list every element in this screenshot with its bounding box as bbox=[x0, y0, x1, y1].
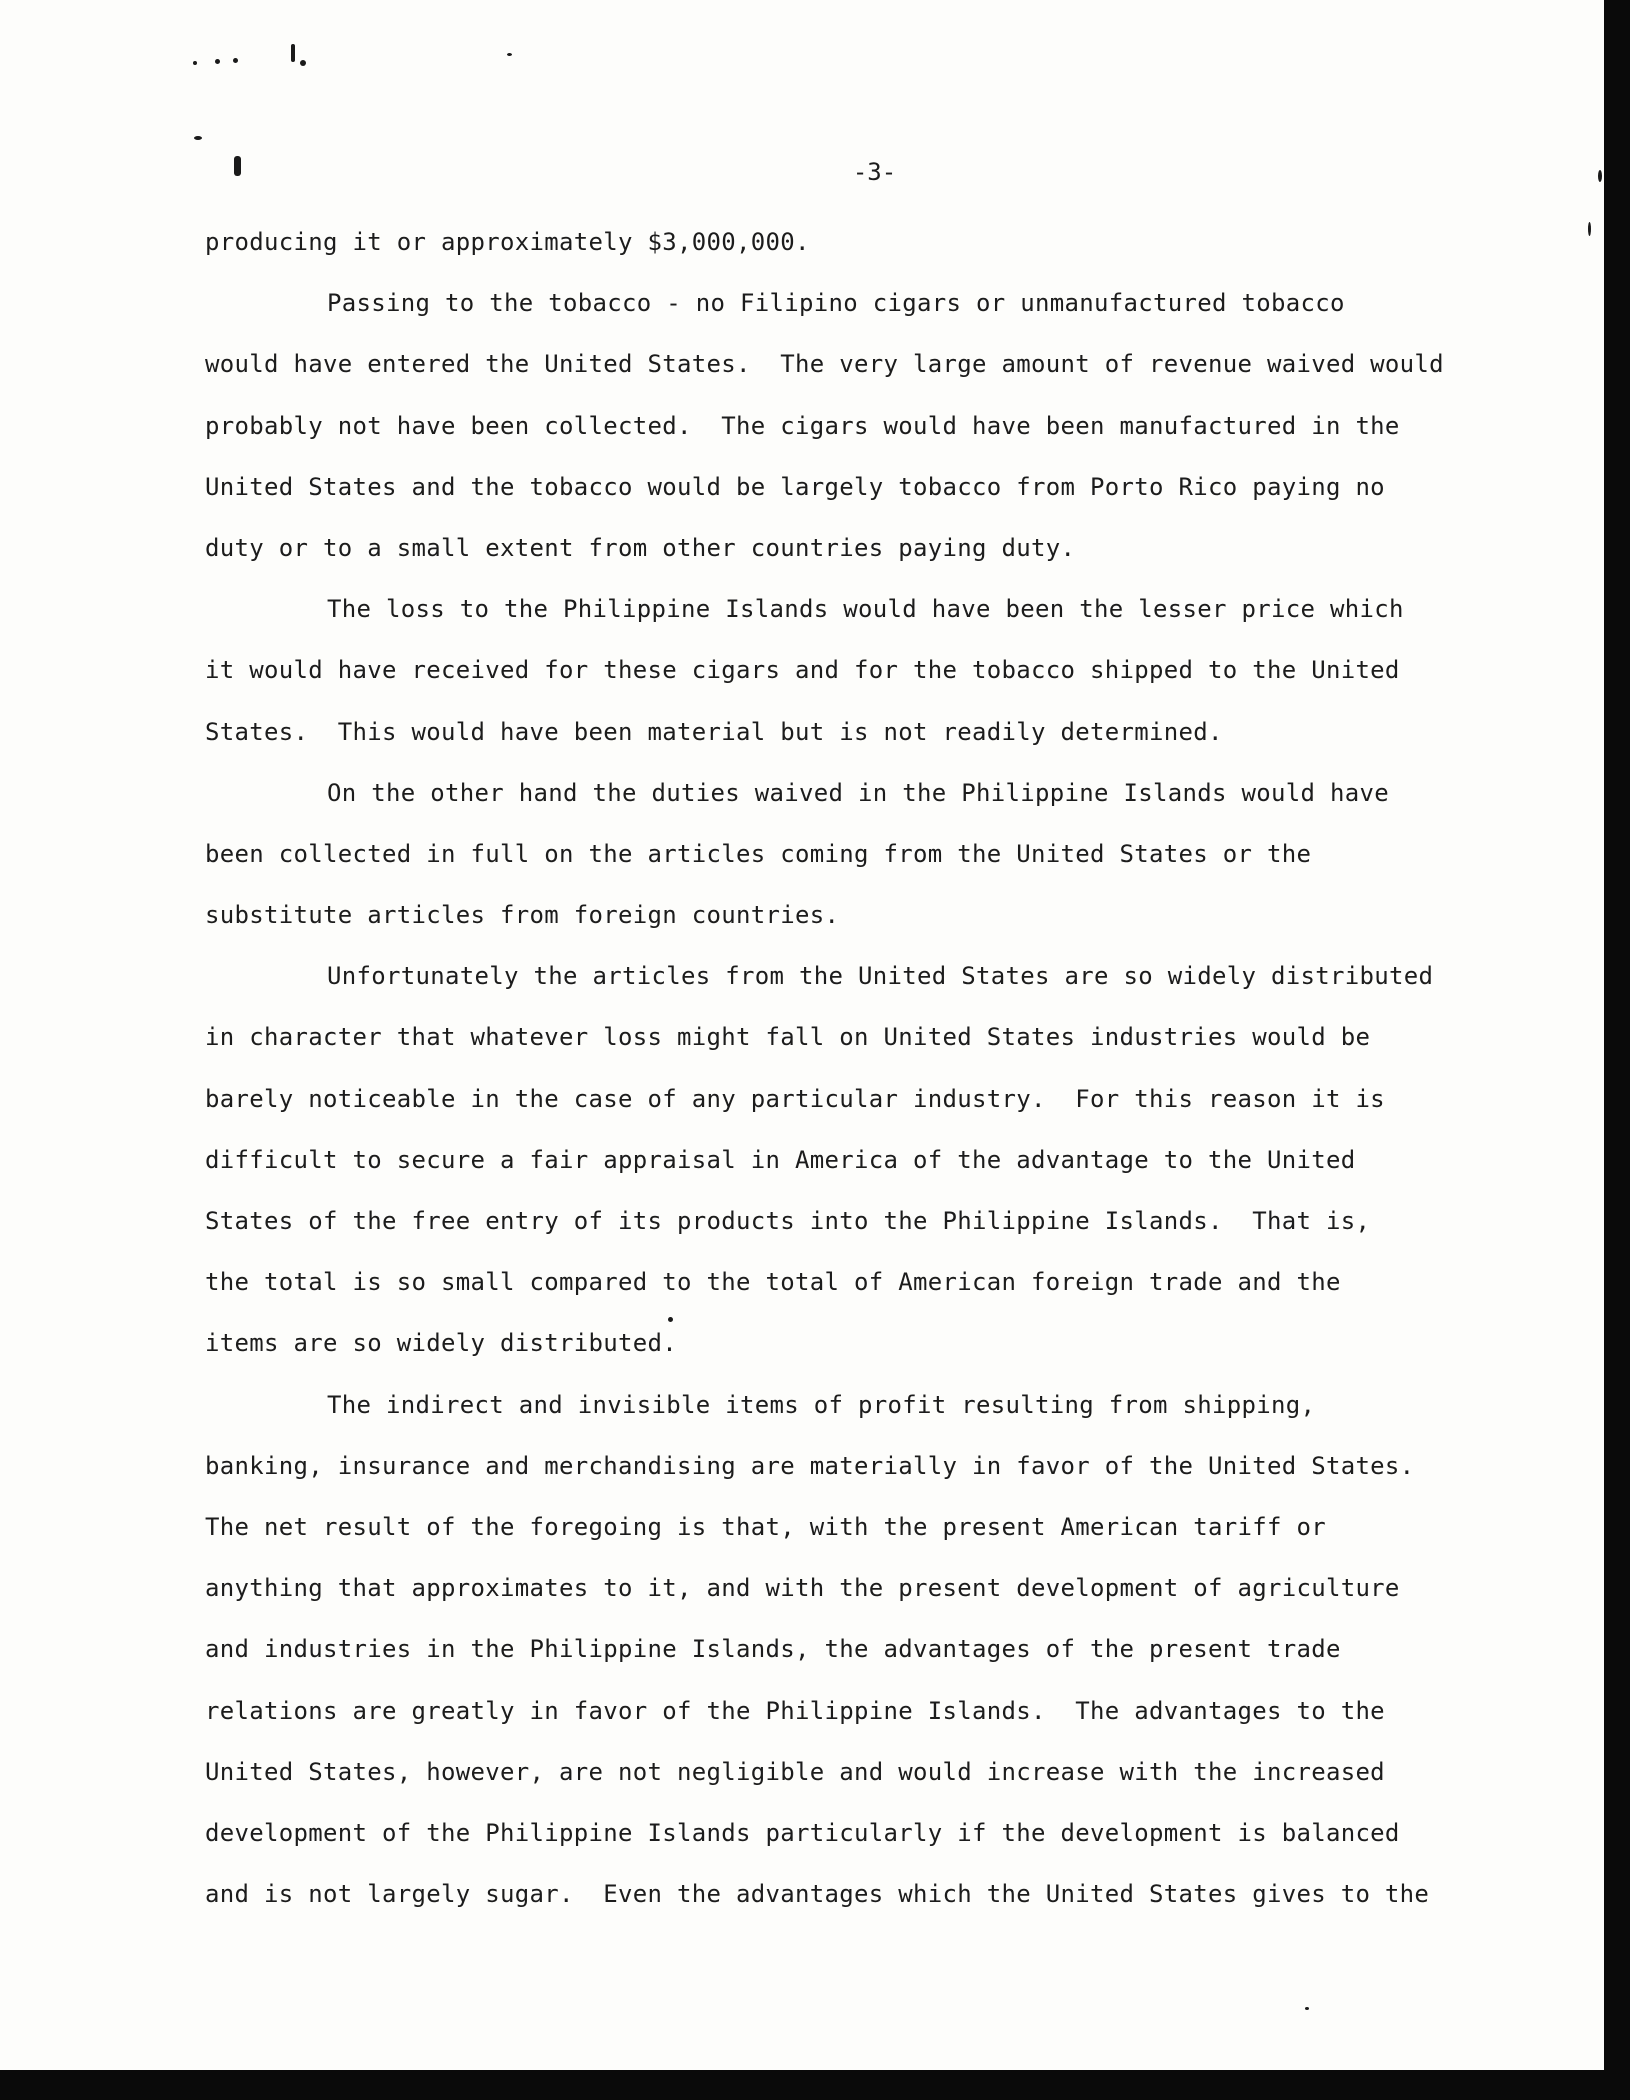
scan-speck bbox=[291, 44, 295, 62]
page-number: -3- bbox=[852, 158, 897, 186]
text-line: producing it or approximately $3,000,000. bbox=[205, 228, 810, 256]
text-line: and industries in the Philippine Islands, the advantages of the present trade bbox=[205, 1635, 1341, 1664]
text-line: development of the Philippine Islands particularly if the development is balanced bbox=[205, 1818, 1400, 1847]
text-line: it would have received for these cigars and for the tobacco shipped to the United bbox=[205, 656, 1400, 685]
scan-speck bbox=[233, 58, 238, 63]
text-line: States of the free entry of its products into the Philippine Islands. That is, bbox=[205, 1207, 1371, 1235]
text-line: barely noticeable in the case of any particular industry. For this reason it is bbox=[205, 1084, 1385, 1113]
scan-speck bbox=[194, 136, 202, 140]
body-text bbox=[205, 212, 1535, 1925]
text-line: The loss to the Philippine Islands would have been the lesser price which bbox=[327, 595, 1404, 624]
text-line: probably not have been collected. The cigars would have been manufactured in the bbox=[205, 411, 1400, 440]
text-line: The indirect and invisible items of profit resulting from shipping, bbox=[327, 1390, 1316, 1419]
text-line: The net result of the foregoing is that, with the present American tariff or bbox=[205, 1512, 1326, 1541]
text-line: Passing to the tobacco - no Filipino cigars or unmanufactured tobacco bbox=[327, 289, 1345, 318]
text-line: United States, however, are not negligible and would increase with the increased bbox=[205, 1757, 1385, 1786]
scan-speck bbox=[193, 61, 197, 65]
text-line: relations are greatly in favor of the Philippine Islands. The advantages to the bbox=[205, 1696, 1385, 1725]
text-line: the total is so small compared to the total of American foreign trade and the bbox=[205, 1268, 1341, 1297]
text-line: United States and the tobacco would be largely tobacco from Porto Rico paying no bbox=[205, 472, 1385, 501]
text-line: in character that whatever loss might fall on United States industries would be bbox=[205, 1023, 1371, 1052]
text-line: and is not largely sugar. Even the advantages which the United States gives to the bbox=[205, 1880, 1430, 1909]
text-line: difficult to secure a fair appraisal in America of the advantage to the United bbox=[205, 1145, 1356, 1174]
text-line: States. This would have been material but is not readily determined. bbox=[205, 717, 1223, 746]
text-line: banking, insurance and merchandising are materially in favor of the United States. bbox=[205, 1451, 1415, 1480]
text-line: substitute articles from foreign countries. bbox=[205, 901, 840, 930]
scan-speck bbox=[215, 59, 220, 64]
text-line: been collected in full on the articles coming from the United States or the bbox=[205, 839, 1312, 868]
scan-speck bbox=[507, 53, 512, 56]
text-line: items are so widely distributed. bbox=[205, 1329, 677, 1358]
scan-speck bbox=[1588, 222, 1591, 236]
text-line: Unfortunately the articles from the United States are so widely distributed bbox=[327, 962, 1434, 991]
text-line: would have entered the United States. The very large amount of revenue waived would bbox=[205, 350, 1444, 379]
scan-speck bbox=[300, 60, 306, 66]
text-line: anything that approximates to it, and with the present development of agriculture bbox=[205, 1574, 1400, 1603]
text-line: On the other hand the duties waived in the Philippine Islands would have bbox=[327, 778, 1389, 807]
text-line: duty or to a small extent from other countries paying duty. bbox=[205, 533, 1076, 562]
scan-speck bbox=[1305, 2007, 1309, 2010]
